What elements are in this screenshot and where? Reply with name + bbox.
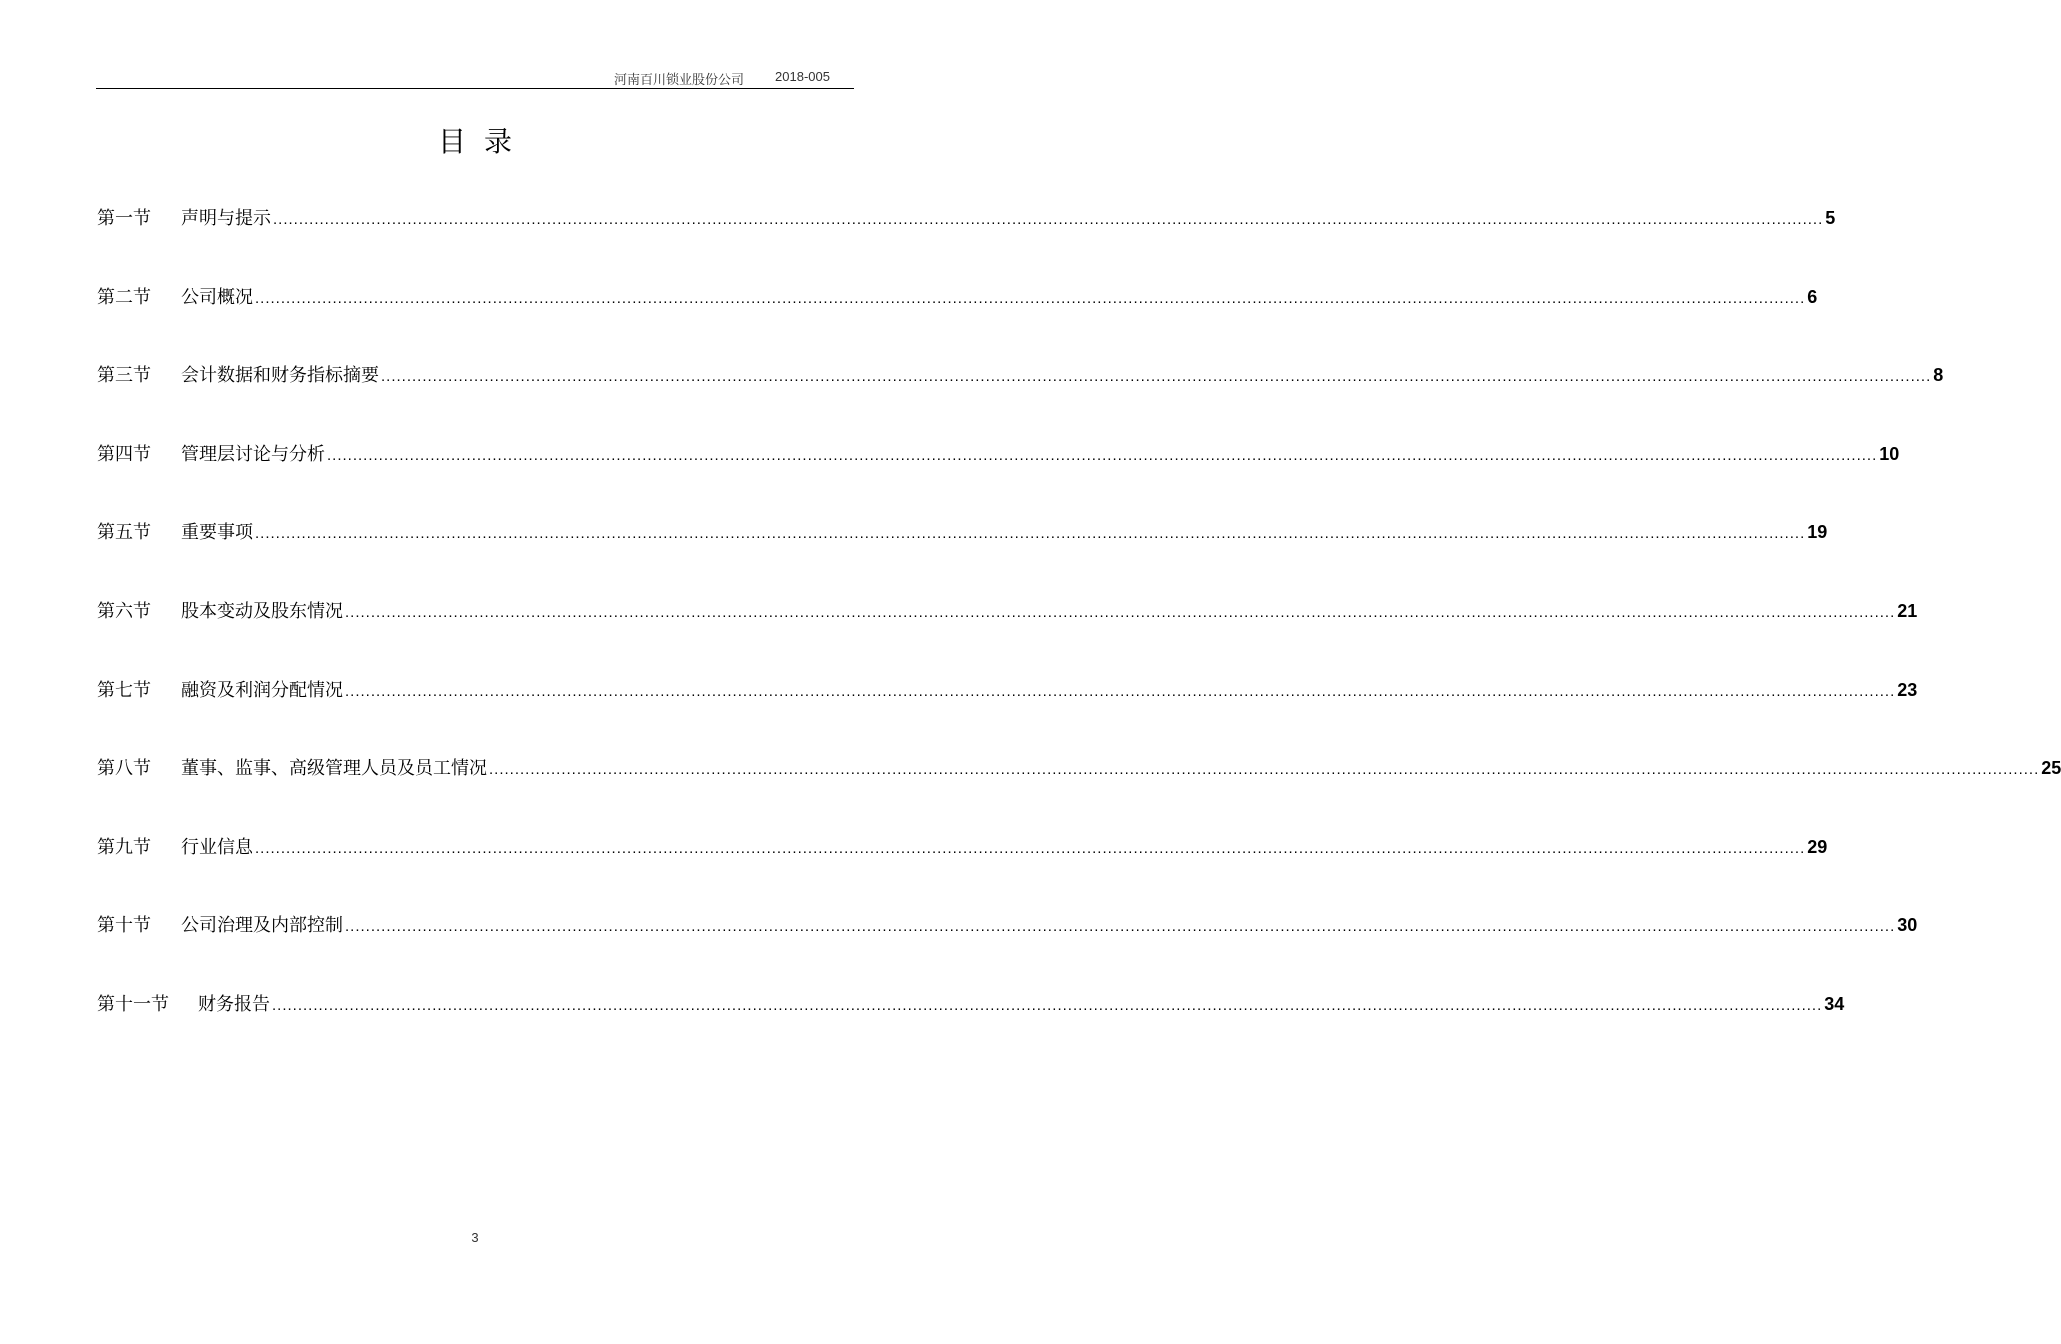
dot-leader: ............................................................................................................................................................................................................................................................................................................ (381, 368, 1932, 386)
toc-section-name: 重要事项 (181, 522, 253, 544)
header-document-code: 2018-005 (775, 69, 830, 84)
toc-page-number: 29 (1807, 836, 1828, 857)
page-number-footer: 3 (471, 1230, 479, 1245)
toc-section-name: 股本变动及股东情况 (181, 600, 343, 622)
toc-page-number: 6 (1807, 286, 1818, 307)
dot-leader: ............................................................................................................................................................................................................................................................................................................ (255, 525, 1806, 543)
toc-page-number: 34 (1824, 993, 1845, 1014)
toc-entry-11[interactable] (97, 989, 1845, 1068)
toc-section-number: 第十一节 (97, 993, 169, 1015)
toc-entry-9[interactable] (97, 832, 1828, 911)
toc-section-name: 会计数据和财务指标摘要 (181, 365, 379, 387)
toc-section-number: 第二节 (97, 286, 151, 308)
toc-section-number: 第八节 (97, 758, 151, 780)
toc-section-number: 第六节 (97, 600, 151, 622)
toc-section-number: 第一节 (97, 208, 151, 229)
dot-leader: ............................................................................................................................................................................................................................................................................................................ (489, 761, 2040, 779)
toc-entry-5[interactable] (97, 517, 1828, 596)
toc-page-number: 5 (1825, 208, 1836, 228)
toc-section-name: 行业信息 (181, 836, 253, 858)
dot-leader: ............................................................................................................................................................................................................................................................................................................ (345, 918, 1896, 936)
toc-section-name: 公司概况 (181, 286, 253, 308)
toc-title: 目录 (437, 125, 530, 158)
toc-page-number: 30 (1897, 915, 1918, 936)
toc-entry-6[interactable] (97, 596, 1918, 675)
dot-leader: ............................................................................................................................................................................................................................................................................................................ (255, 289, 1806, 307)
toc-entry-4[interactable] (97, 439, 1900, 518)
toc-section-number: 第十节 (97, 915, 151, 937)
toc-page-number: 21 (1897, 600, 1918, 621)
toc-section-number: 第四节 (97, 443, 151, 465)
table-of-contents (97, 203, 2061, 1068)
dot-leader: ............................................................................................................................................................................................................................................................................................................ (255, 839, 1806, 857)
dot-leader: ............................................................................................................................................................................................................................................................................................................ (273, 211, 1824, 228)
toc-entry-8[interactable] (97, 753, 2061, 832)
toc-section-name: 融资及利润分配情况 (181, 679, 343, 701)
toc-section-name: 管理层讨论与分析 (181, 443, 325, 465)
toc-entry-10[interactable] (97, 910, 1918, 989)
dot-leader: ............................................................................................................................................................................................................................................................................................................ (272, 996, 1823, 1014)
toc-entry-7[interactable] (97, 675, 1918, 754)
toc-page-number: 25 (2041, 758, 2061, 779)
toc-section-name: 董事、监事、高级管理人员及员工情况 (181, 758, 487, 780)
toc-section-number: 第三节 (97, 365, 151, 387)
toc-section-name: 财务报告 (198, 993, 270, 1015)
toc-page-number: 8 (1933, 365, 1944, 386)
header-company-name: 河南百川锁业股份公司 (613, 73, 744, 88)
toc-section-number: 第七节 (97, 679, 151, 701)
toc-section-name: 声明与提示 (181, 208, 271, 229)
toc-page-number: 19 (1807, 522, 1828, 543)
toc-page-number: 23 (1897, 679, 1918, 700)
dot-leader: ............................................................................................................................................................................................................................................................................................................ (327, 446, 1878, 464)
page-header (96, 66, 854, 89)
dot-leader: ............................................................................................................................................................................................................................................................................................................ (345, 682, 1896, 700)
toc-section-number: 第九节 (97, 836, 151, 858)
toc-entry-3[interactable] (97, 360, 1944, 439)
toc-entry-2[interactable] (97, 282, 1818, 361)
dot-leader: ............................................................................................................................................................................................................................................................................................................ (345, 603, 1896, 621)
toc-section-number: 第五节 (97, 522, 151, 544)
toc-page-number: 10 (1879, 443, 1900, 464)
toc-section-name: 公司治理及内部控制 (181, 915, 343, 937)
toc-entry-1[interactable] (97, 203, 1836, 282)
